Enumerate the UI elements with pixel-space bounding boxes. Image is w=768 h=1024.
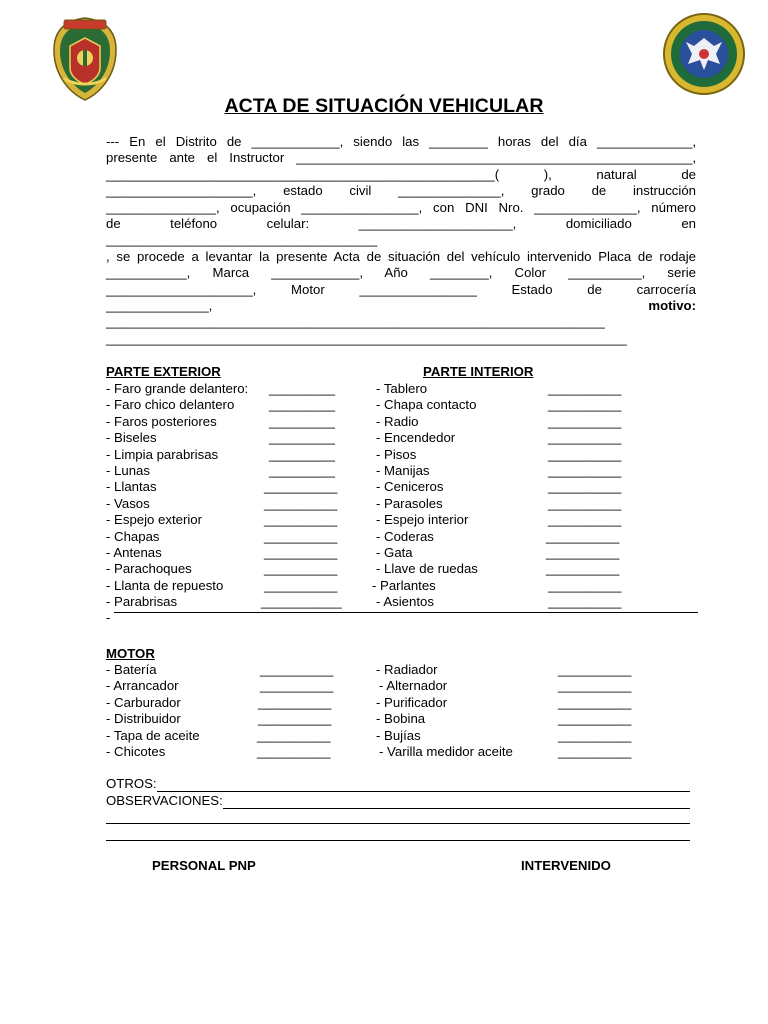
observaciones-line bbox=[106, 823, 690, 824]
item-label: - Coderas bbox=[376, 528, 434, 544]
list-item bbox=[106, 545, 356, 561]
list-item bbox=[106, 594, 356, 610]
exterior-heading: PARTE EXTERIOR bbox=[106, 364, 221, 379]
item-blank: __________ bbox=[260, 662, 334, 677]
item-blank: __________ bbox=[548, 430, 622, 446]
item-label: - Carburador bbox=[106, 694, 181, 710]
list-item bbox=[106, 578, 356, 594]
item-blank: __________ bbox=[264, 479, 338, 495]
item-blank: __________ bbox=[558, 662, 632, 677]
list-item bbox=[376, 397, 656, 413]
interior-list bbox=[372, 381, 656, 610]
list-item bbox=[106, 561, 356, 577]
list-item bbox=[376, 529, 656, 545]
item-label: - Llantas bbox=[106, 479, 157, 495]
item-blank: __________ bbox=[548, 446, 622, 462]
intro-line: , se procede a levantar la presente Acta de situación del vehículo intervenido Placa de rodaje bbox=[106, 248, 696, 264]
list-item bbox=[376, 463, 656, 479]
list-item bbox=[376, 662, 656, 678]
intro-line: ____________________, estado civil ______________, grado de instrucción bbox=[106, 183, 696, 199]
item-label: - Radiador bbox=[376, 662, 438, 677]
item-blank: __________ bbox=[548, 495, 622, 511]
motivo-label: motivo: bbox=[648, 297, 696, 313]
item-blank: __________ bbox=[258, 694, 332, 710]
item-label: - Antenas bbox=[106, 544, 162, 560]
item-label: - Radio bbox=[376, 413, 419, 429]
item-blank: __________ bbox=[546, 544, 620, 560]
intro-line: de teléfono celular: _____________________, domiciliado en bbox=[106, 215, 696, 231]
police-crest-logo bbox=[50, 16, 120, 102]
item-label: - Manijas bbox=[376, 462, 430, 478]
item-blank: __________ bbox=[264, 544, 338, 560]
list-item bbox=[376, 711, 656, 727]
item-blank: __________ bbox=[546, 528, 620, 544]
list-item bbox=[106, 662, 356, 678]
intro-line: _____________________________________________________( ), natural de bbox=[106, 166, 696, 182]
signature-intervenido: INTERVENIDO bbox=[521, 858, 611, 873]
intro-line: presente ante el Instructor ______________________________________________________, bbox=[106, 150, 696, 166]
item-label: - Parlantes bbox=[372, 577, 436, 593]
list-item bbox=[106, 479, 356, 495]
item-label: - Espejo interior bbox=[376, 512, 469, 528]
item-blank: __________ bbox=[548, 413, 622, 429]
list-item bbox=[376, 594, 656, 610]
list-item bbox=[106, 711, 356, 727]
item-label: - Tablero bbox=[376, 381, 428, 396]
item-label: - Asientos bbox=[376, 594, 434, 610]
list-item bbox=[376, 447, 656, 463]
item-label: - Lunas bbox=[106, 462, 150, 478]
list-item bbox=[106, 728, 356, 744]
item-label: - Encendedor bbox=[376, 430, 456, 446]
intro-line: ___________, Marca ____________, Año ________, Color __________, serie bbox=[106, 265, 696, 281]
intro-paragraph bbox=[106, 134, 696, 347]
intro-line: --- En el Distrito de ____________, siendo las ________ horas del día _____________, bbox=[106, 134, 696, 149]
list-item bbox=[106, 496, 356, 512]
item-blank: __________ bbox=[548, 512, 622, 528]
list-item bbox=[106, 695, 356, 711]
intro-line: ____________________, Motor ________________ Estado de carrocería bbox=[106, 281, 696, 297]
item-blank: __________ bbox=[548, 397, 622, 413]
item-label: - bbox=[106, 610, 111, 626]
list-item bbox=[376, 695, 656, 711]
motor-heading: MOTOR bbox=[106, 646, 155, 661]
item-label: - Limpia parabrisas bbox=[106, 446, 219, 462]
item-label: - Faro chico delantero bbox=[106, 397, 235, 413]
list-item bbox=[106, 529, 356, 545]
item-blank: __________ bbox=[260, 678, 334, 694]
motivo-blank-line: ____________________________________________________________________ bbox=[106, 314, 605, 330]
item-label: - Biseles bbox=[106, 430, 157, 446]
list-item bbox=[376, 728, 656, 744]
item-label: - Batería bbox=[106, 662, 157, 677]
item-blank: _________ bbox=[269, 413, 336, 429]
otros-label: OTROS: bbox=[106, 775, 157, 791]
signature-personal-pnp: PERSONAL PNP bbox=[152, 858, 256, 873]
list-item bbox=[106, 397, 356, 413]
item-label: - Chapa contacto bbox=[376, 397, 477, 413]
list-item bbox=[106, 744, 356, 760]
list-item bbox=[376, 545, 656, 561]
item-blank: __________ bbox=[546, 561, 620, 577]
item-blank: __________ bbox=[257, 743, 331, 759]
list-item bbox=[106, 447, 356, 463]
observaciones-line bbox=[223, 796, 690, 809]
item-blank: __________ bbox=[558, 694, 632, 710]
list-item bbox=[376, 561, 656, 577]
list-item bbox=[376, 414, 656, 430]
exterior-list bbox=[106, 381, 356, 627]
item-blank: __________ bbox=[548, 381, 622, 396]
intro-line: ______________, bbox=[106, 297, 213, 313]
otros-line bbox=[157, 779, 690, 792]
list-item bbox=[376, 512, 656, 528]
intro-line-motivo bbox=[106, 298, 696, 314]
item-label: - Tapa de aceite bbox=[106, 727, 200, 743]
item-label: - Alternador bbox=[379, 678, 448, 694]
item-blank: __________ bbox=[558, 711, 632, 727]
item-label: - Varilla medidor aceite bbox=[379, 743, 513, 759]
list-item bbox=[106, 381, 356, 397]
item-blank: _________ bbox=[269, 462, 336, 478]
item-label: - Arrancador bbox=[106, 678, 179, 694]
item-blank: _________ bbox=[269, 446, 336, 462]
item-blank: __________ bbox=[257, 727, 331, 743]
item-blank: __________ bbox=[264, 512, 338, 528]
item-label: - Bujías bbox=[376, 727, 421, 743]
list-item bbox=[376, 678, 656, 694]
observaciones-label: OBSERVACIONES: bbox=[106, 792, 223, 808]
list-item bbox=[106, 463, 356, 479]
list-item bbox=[106, 430, 356, 446]
observaciones-field bbox=[106, 793, 690, 809]
item-blank: _________ bbox=[269, 430, 336, 446]
list-item bbox=[376, 381, 656, 397]
item-label: - Llanta de repuesto bbox=[106, 577, 224, 593]
item-blank: __________ bbox=[558, 727, 632, 743]
list-item bbox=[376, 430, 656, 446]
item-blank: __________ bbox=[264, 495, 338, 511]
item-blank: __________ bbox=[558, 678, 632, 694]
item-label: - Chicotes bbox=[106, 743, 166, 759]
otros-field bbox=[106, 776, 690, 792]
item-label: - Espejo exterior bbox=[106, 512, 203, 528]
item-label: - Chapas bbox=[106, 528, 160, 544]
intro-line: _______________, ocupación ________________, con DNI Nro. ______________, número bbox=[106, 199, 696, 215]
item-label: - Ceniceros bbox=[376, 479, 444, 495]
motor-left-list bbox=[106, 662, 356, 760]
item-blank: __________ bbox=[558, 743, 632, 759]
item-label: - Distribuidor bbox=[106, 711, 181, 727]
item-blank: __________ bbox=[264, 561, 338, 577]
police-anticorruption-seal-logo bbox=[662, 12, 746, 96]
list-item bbox=[376, 744, 656, 760]
intro-line: _____________________________________ bbox=[106, 232, 378, 248]
list-item bbox=[376, 479, 656, 495]
motivo-blank-line: _______________________________________________________________________ bbox=[106, 330, 627, 346]
item-label: - Vasos bbox=[106, 495, 150, 511]
item-blank: _________ bbox=[269, 381, 336, 396]
item-label: - Parachoques bbox=[106, 561, 192, 577]
item-label: - Purificador bbox=[376, 694, 448, 710]
item-label: - Faros posteriores bbox=[106, 413, 217, 429]
list-item bbox=[376, 496, 656, 512]
interior-heading: PARTE INTERIOR bbox=[423, 364, 534, 379]
section-divider-line bbox=[114, 612, 698, 613]
item-blank: __________ bbox=[548, 577, 622, 593]
item-blank: __________ bbox=[548, 479, 622, 495]
document-title: ACTA DE SITUACIÓN VEHICULAR bbox=[224, 95, 544, 117]
item-label: - Bobina bbox=[376, 711, 426, 727]
motor-right-list bbox=[376, 662, 656, 760]
observaciones-line bbox=[106, 840, 690, 841]
list-item bbox=[106, 678, 356, 694]
item-blank: __________ bbox=[548, 462, 622, 478]
item-label: - Faro grande delantero: bbox=[106, 381, 249, 396]
list-item bbox=[106, 512, 356, 528]
item-blank: __________ bbox=[264, 528, 338, 544]
item-blank: __________ bbox=[264, 577, 338, 593]
item-blank: _________ bbox=[269, 397, 336, 413]
item-label: - Parasoles bbox=[376, 495, 443, 511]
item-label: - Pisos bbox=[376, 446, 417, 462]
item-blank: ___________ bbox=[261, 594, 342, 610]
item-label: - Llave de ruedas bbox=[376, 561, 478, 577]
list-item bbox=[372, 577, 656, 594]
item-label: - Parabrisas bbox=[106, 594, 178, 610]
item-blank: __________ bbox=[258, 711, 332, 727]
list-item bbox=[106, 414, 356, 430]
item-blank: __________ bbox=[548, 594, 622, 610]
item-label: - Gata bbox=[376, 544, 413, 560]
